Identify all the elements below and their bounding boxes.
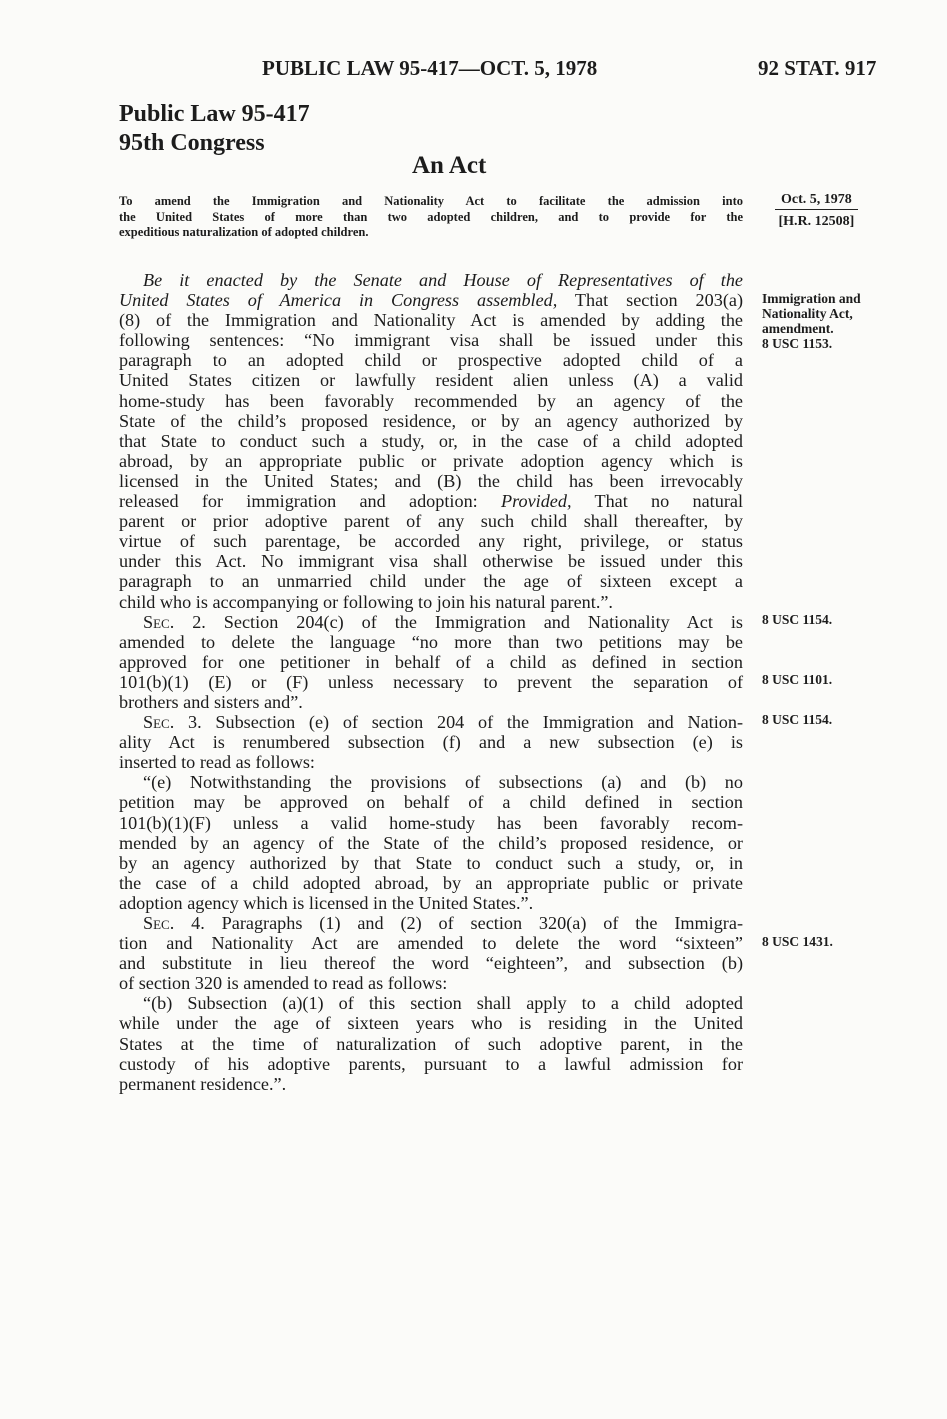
purpose-line: the United States of more than two adopted children, and to provide for the [119,209,743,224]
body-line: under this Act. No immigrant visa shall otherwise be issued under this [119,551,743,572]
body-line: parent or prior adoptive parent of any such child shall thereafter, by [119,511,743,532]
enacting-clause-line: United States of America in Congress assembled, That section 203(a) [119,290,744,311]
margin-note-usc-1154: 8 USC 1154. [762,612,833,627]
section-label: Sec. 2. [143,611,206,632]
section-4-line: and substitute in lieu thereof the word “eighteen”, and subsection (b) [119,953,743,974]
margin-note-usc-1154-b: 8 USC 1154. [762,712,833,727]
enactment-date-box [775,192,858,230]
section-4-line: Sec. 4. Paragraphs (1) and (2) of section 320(a) of the Immigra- [143,913,743,933]
section-label: Sec. 4. [143,913,205,933]
section-2-line: brothers and sisters and”. [119,691,303,712]
body-line: virtue of such parentage, be accorded any right, privilege, or status [119,531,743,552]
quoted-subsection-b-line: “(b) Subsection (a)(1) of this section shall apply to a child adopted [143,993,743,1014]
margin-note-line: Nationality Act, [762,306,853,321]
statute-page-number: 92 STAT. 917 [758,56,877,80]
act-purpose [119,194,743,241]
quoted-subsection-b-line: permanent residence.”. [119,1073,287,1094]
section-2-line: Sec. 2. Section 204(c) of the Immigration and Nationality Act is [143,611,743,632]
body-line: (8) of the Immigration and Nationality Act is amended by adding the [119,310,743,331]
body-line: child who is accompanying or following to join his natural parent.”. [119,591,613,612]
section-label: Sec. 3. [143,712,202,733]
running-header-title: PUBLIC LAW 95-417—OCT. 5, 1978 [262,56,598,80]
law-title-block [119,100,310,158]
margin-note-line: Immigration and [762,291,861,306]
margin-note-usc-1101: 8 USC 1101. [762,672,833,687]
enacting-clause-line: Be it enacted by the Senate and House of Representatives of the [143,270,743,290]
margin-note-line: amendment. [762,321,834,336]
bill-number: [H.R. 12508] [778,214,855,229]
section-2-line: approved for one petitioner in behalf of a child as defined in section [119,651,743,672]
quoted-subsection-e-line: adoption agency which is licensed in the United States.”. [119,892,534,913]
quoted-subsection-e-line: by an agency authorized by that State to conduct such a study, or, in [119,852,743,873]
section-3-line: Sec. 3. Subsection (e) of section 204 of the Immigration and Nation- [143,712,744,733]
section-2-line: 101(b)(1) (E) or (F) unless necessary to prevent the separation of [119,671,743,692]
body-line: licensed in the United States; and (B) the child has been irrevocably [119,470,743,491]
quoted-subsection-b-line: States at the time of naturalization of such adoptive parent, in the [119,1033,743,1054]
section-4-line: tion and Nationality Act are amended to delete the word “sixteen” [119,933,743,954]
quoted-subsection-b-line: while under the age of sixteen years who is residing in the United [119,1013,743,1034]
margin-note-immigration [762,291,861,351]
enactment-date: Oct. 5, 1978 [775,192,858,210]
section-2-line: amended to delete the language “no more than two petitions may be [119,631,743,652]
body-line: abroad, by an appropriate public or private adoption agency which is [119,450,743,471]
quoted-subsection-e-line: the case of a child adopted abroad, by an appropriate public or private [119,872,743,893]
body-line: released for immigration and adoption: Provided, That no natural [119,491,744,512]
purpose-line: To amend the Immigration and Nationality Act to facilitate the admission into [119,194,743,208]
body-line: following sentences: “No immigrant visa shall be issued under this [119,330,743,351]
body-line: that State to conduct such a study, or, in the case of a child adopted [119,430,743,451]
quoted-subsection-e-line: mended by an agency of the State of the child’s proposed residence, or [119,832,743,853]
body-line: United States citizen or lawfully resident alien unless (A) a valid [119,370,743,391]
quoted-subsection-e-line: 101(b)(1)(F) unless a valid home-study has been favorably recom- [119,812,743,833]
quoted-subsection-e-line: petition may be approved on behalf of a child defined in section [119,792,743,813]
section-3-line: ality Act is renumbered subsection (f) and a new subsection (e) is [119,732,743,753]
congress-label: 95th Congress [119,130,265,156]
margin-note-line: 8 USC 1153. [762,336,833,351]
section-4-line: of section 320 is amended to read as follows: [119,973,448,994]
act-body [119,270,743,1094]
body-line: paragraph to an adopted child or prospective adopted child of a [119,350,743,371]
public-law-number: Public Law 95-417 [119,101,310,127]
act-heading: An Act [412,152,487,179]
margin-note-usc-1431: 8 USC 1431. [762,934,833,949]
quoted-subsection-e-line: “(e) Notwithstanding the provisions of subsections (a) and (b) no [143,772,743,793]
body-line: State of the child’s proposed residence, or by an agency authorized by [119,410,743,431]
section-3-line: inserted to read as follows: [119,752,315,773]
quoted-subsection-b-line: custody of his adoptive parents, pursuant to a lawful admission for [119,1053,743,1074]
body-line: home-study has been favorably recommended by an agency of the [119,390,743,411]
body-line: paragraph to an unmarried child under the age of sixteen except a [119,571,743,592]
purpose-line: expeditious naturalization of adopted children. [119,225,369,239]
